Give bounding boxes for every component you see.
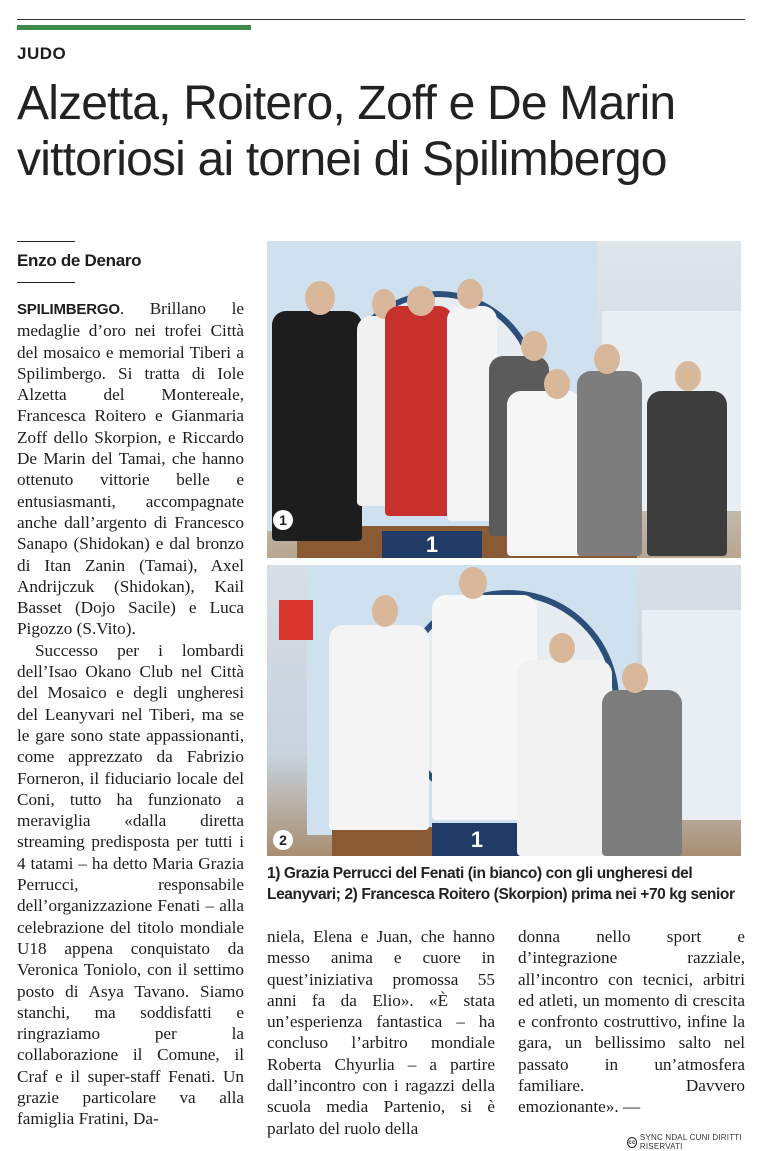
paragraph-1-text: . Brillano le medaglie d’oro nei trofei Città del mosaico e memorial Tiberi a Spilimbergo. Si tratta di Iole Alzetta del Montereale, Francesca Roitero e Gianmaria Zoff dello Skorpion, e Riccardo De Marin del Tamai, che hanno ottenuto vittorie belle e entusiasmanti, accompagnate anche dall’argento di Francesco Sanapo (Shidokan) e dal bronzo di Itan Zanin (Tamai), Axel Andrijczuk (Shidokan), Kail Basset (Dojo Sacile) e Luca Pigozzo (S.Vito). [17,299,244,639]
person-head [544,369,570,399]
section-label: JUDO [17,44,67,63]
podium-number: 1 [470,827,484,852]
person [517,660,612,856]
photo-number: 1 [273,510,293,530]
rights-text: SYNC NDAL CUNI DIRITTI RISERVATI [639,1133,742,1151]
rights-notice [627,1133,769,1151]
article-column-2 [267,926,495,1139]
photo-number: 2 [273,830,293,850]
person [329,625,429,830]
photo-1 [267,241,741,558]
author-byline: Enzo de Denaro [17,251,142,270]
person [385,306,453,516]
podium-first-place [432,823,522,856]
person-head [549,633,575,663]
dateline-place: SPILIMBERGO [17,301,120,318]
person-head [305,281,335,315]
person [577,371,642,556]
photo-2 [267,565,741,856]
person [507,391,582,556]
author-rule-bottom [17,282,75,283]
person-head [594,344,620,374]
person-head [521,331,547,361]
fire-extinguisher-sign [279,600,313,640]
podium-first-place [382,531,482,558]
article-column-1 [17,298,244,1130]
column-3-text: donna nello sport e d’integrazione razziale, all’incontro con tecnici, arbitri ed atleti, un momento di crescita e confronto costruttivo, infine la gara, un bellissimo salto nel passato in un’atmosfera familiare. Davvero emozionante». — [518,927,745,1117]
person-head [459,567,487,599]
person-head [622,663,648,693]
article-headline: Alzetta, Roitero, Zoff e De Marin vittoriosi ai tornei di Spilimbergo [17,77,676,186]
photo-caption: 1) Grazia Perrucci del Fenati (in bianco) con gli ungheresi del Leanyvari; 2) Francesca Roitero (Skorpion) prima nei +70 kg senior [267,865,735,903]
section-accent-bar [17,25,251,30]
cc-icon: cc [627,1137,637,1148]
person [272,311,362,541]
person-head [407,286,435,316]
person-head [675,361,701,391]
paragraph-2: Successo per i lombardi dell’Isao Okano Club nel Città del Mosaico e degli ungheresi del Leanyvari nel Tiberi, ma se le gare sono state appassionanti, come apprezzato da Fabrizio Forneron, il fiduciario locale del Coni, tutto ha funzionato a meraviglia «dalla diretta streaming predisposta per tutti i 4 tatami – ha detto Maria Grazia Perrucci, responsabile dell’organizzazione Fenati – alla celebrazione del titolo mondiale U18 appena conquistato da Veronica Toniolo, con il settimo posto di Asya Tavano. Siamo stanchi, ma soddisfatti e ringraziamo per la collaborazione il Comune, il Craf e il super-staff Fenati. Un grazie particolare va alla famiglia Fratini, Da- [17,640,244,1129]
person [647,391,727,556]
top-rule [17,19,745,20]
person-head [372,595,398,627]
author-rule-top [17,241,75,242]
column-2-text: niela, Elena e Juan, che hanno messo anima e cuore in quest’iniziativa promossa 55 anni fa da Elio». «È stata un’esperienza fantastica – ha concluso l’arbitro mondiale Roberta Chyurlia – a partire dall’incontro con i ragazzi della scuola media Partenio, si è parlato del ruolo della [267,927,495,1138]
article-column-3 [518,926,745,1118]
person-head [457,279,483,309]
podium-number: 1 [425,532,439,557]
person [602,690,682,856]
paragraph-1 [17,298,244,640]
